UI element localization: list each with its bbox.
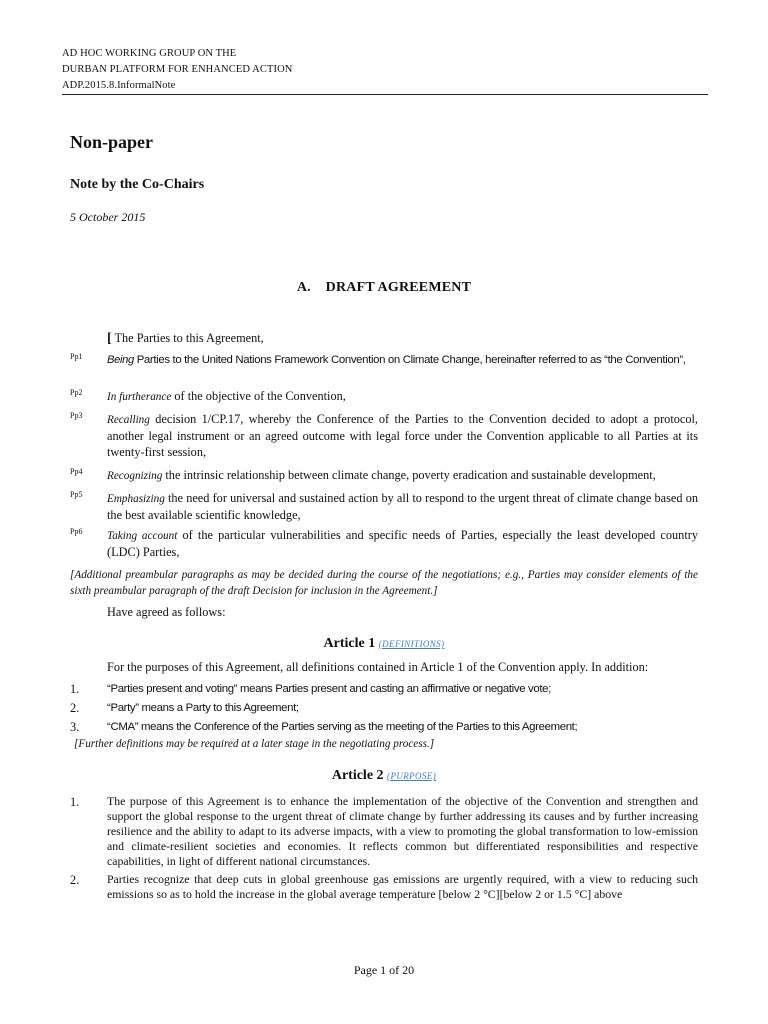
item-number: 1. <box>70 795 80 809</box>
opening-bracket: [ <box>107 331 112 346</box>
header-document-symbol: ADP.2015.8.InformalNote <box>62 80 176 91</box>
paragraph-label: Pp1 <box>70 352 83 361</box>
paragraph-text: Parties to the United Nations Framework Convention on Climate Change, hereinafter referred to as “the Convention”, <box>133 354 686 366</box>
paragraph-lead: Emphasizing <box>107 493 165 505</box>
list-item <box>70 794 698 869</box>
item-text: “CMA” means the Conference of the Parties serving as the meeting of the Parties to this Agreement; <box>107 721 578 733</box>
paragraph-label: Pp5 <box>70 490 83 499</box>
header-line-1: AD HOC WORKING GROUP ON THE <box>62 48 237 59</box>
article-1-title: Article 1 <box>323 636 376 651</box>
paragraph-text: of the particular vulnerabilities and specific needs of Parties, especially the least developed country (LDC) Parties, <box>107 528 698 559</box>
list-item <box>70 872 698 902</box>
article-1-tag-link[interactable]: (DEFINITIONS) <box>378 639 445 649</box>
paragraph-label: Pp2 <box>70 388 83 397</box>
preamble-paragraph <box>70 388 698 405</box>
paragraph-text: of the objective of the Convention, <box>171 389 346 403</box>
item-text: “Party” means a Party to this Agreement; <box>107 702 299 714</box>
preamble-paragraph <box>70 527 698 560</box>
paragraph-label: Pp3 <box>70 411 83 420</box>
paragraph-lead: Recalling <box>107 414 150 426</box>
list-item <box>70 700 698 716</box>
item-text: Parties recognize that deep cuts in global greenhouse gas emissions are urgently required, with a view to reducing such emissions so as to hold the increase in the global average temperature [below 2 °C][below 2 or 1.5 °C] above <box>107 872 698 901</box>
article-2-title: Article 2 <box>331 768 384 783</box>
preamble-intro-text: The Parties to this Agreement, <box>111 331 264 345</box>
item-number: 1. <box>70 682 80 696</box>
preamble-paragraph <box>70 411 698 460</box>
article-2-tag-link[interactable]: (PURPOSE) <box>387 771 437 781</box>
paragraph-text: the intrinsic relationship between climate change, poverty eradication and sustainable development, <box>162 468 656 482</box>
article-1-intro: For the purposes of this Agreement, all definitions contained in Article 1 of the Convention apply. In addition: <box>107 660 649 674</box>
document-header <box>62 46 292 94</box>
document-subtitle: Note by the Co-Chairs <box>70 177 205 192</box>
item-number: 3. <box>70 720 80 734</box>
article-1-note: [Further definitions may be required at a later stage in the negotiating process.] <box>74 738 435 750</box>
preamble-intro <box>107 330 697 347</box>
list-item <box>70 681 698 697</box>
item-text: “Parties present and voting” means Parties present and casting an affirmative or negative vote; <box>107 683 551 695</box>
paragraph-label: Pp6 <box>70 527 83 536</box>
page-number: Page 1 of 20 <box>353 963 415 977</box>
item-number: 2. <box>70 873 80 887</box>
document-date: 5 October 2015 <box>70 210 146 224</box>
article-2-heading <box>0 768 768 784</box>
paragraph-lead: Being <box>107 354 134 366</box>
preamble-paragraph <box>70 490 698 523</box>
paragraph-text: decision 1/CP.17, whereby the Conference of the Parties to the Convention decided to adopt a protocol, another legal instrument or an agreed outcome with legal force under the Convention applicable to all Parties at its twenty-first session, <box>107 412 698 459</box>
header-divider <box>62 94 708 95</box>
paragraph-label: Pp4 <box>70 467 83 476</box>
section-heading: A. DRAFT AGREEMENT <box>296 280 472 295</box>
header-line-2: DURBAN PLATFORM FOR ENHANCED ACTION <box>62 64 293 75</box>
agreed-statement: Have agreed as follows: <box>107 605 226 619</box>
article-1-heading <box>0 636 768 652</box>
list-item <box>70 719 698 735</box>
paragraph-text: the need for universal and sustained action by all to respond to the urgent threat of climate change based on the best available scientific knowledge, <box>107 491 698 522</box>
item-number: 2. <box>70 701 80 715</box>
paragraph-lead: Taking account <box>107 530 178 542</box>
item-text: The purpose of this Agreement is to enhance the implementation of the objective of the Convention and strengthen and support the global response to the urgent threat of climate change by further addressing its causes and by further increasing resilience and the ability to adapt to its adverse impacts, with a view to promoting the global transformation to low-emission and climate-resilient societies and economies. It reflects common but differentiated responsibilities and respective capabilities, in light of different national circumstances. <box>107 794 698 868</box>
preamble-paragraph <box>70 467 698 484</box>
preamble-note: [Additional preambular paragraphs as may be decided during the course of the negotiations; e.g., Parties may consider elements of the sixth preambular paragraph of the draft Decision for inclusion in the Agreement.] <box>70 569 698 597</box>
paragraph-lead: In furtherance <box>107 391 172 403</box>
document-title: Non-paper <box>70 132 154 152</box>
paragraph-lead: Recognizing <box>107 470 163 482</box>
preamble-paragraph <box>70 352 698 368</box>
